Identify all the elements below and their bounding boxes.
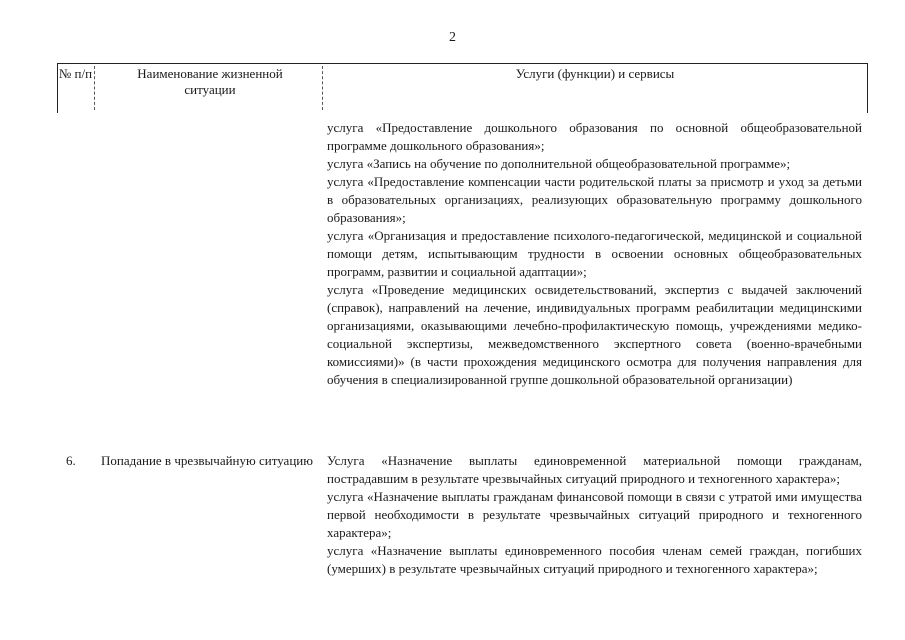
- service-item: услуга «Предоставление компенсации части родительской платы за присмотр и уход за детьми в образовательных организациях, реализующих образовательную программу дошкольного образования»;: [327, 174, 862, 225]
- service-item: услуга «Запись на обучение по дополнительной общеобразовательной программе»;: [327, 156, 791, 171]
- header-col-number: № п/п: [58, 66, 93, 81]
- service-item: услуга «Организация и предоставление психолого-педагогической, медицинской и социальной помощи детям, испытывающим трудности в освоении основных общеобразовательных программ, развитии и социальной адаптации»;: [327, 228, 862, 279]
- row-services-list: [327, 452, 862, 578]
- service-item: услуга «Предоставление дошкольного образования по основной общеобразовательной программе дошкольного образования»;: [327, 120, 862, 153]
- header-col-situation: Наименование жизненной ситуации: [137, 66, 283, 97]
- page-number: 2: [449, 30, 456, 45]
- service-item: услуга «Проведение медицинских освидетельствований, экспертиз с выдачей заключений (справок), направлений на лечение, индивидуальных программ реабилитации медицинскими организациями, оказывающими лечебно-профилактическую помощь, учреждениями медико-социальной экспертизы, межведомственного экспертного совета (военно-врачебными комиссиями)» (в части прохождения медицинского осмотра для получения направления для обучения в специализированной группе дошкольной образовательной организации): [327, 282, 862, 387]
- continued-services-list: [327, 119, 862, 389]
- row-number: 6.: [66, 453, 76, 468]
- table-top-border: [57, 63, 868, 64]
- service-item: услуга «Назначение выплаты гражданам финансовой помощи в связи с утратой ими имущества первой необходимости в результате чрезвычайных ситуаций природного и техногенного характера»;: [327, 489, 862, 540]
- service-item: Услуга «Назначение выплаты единовременной материальной помощи гражданам, пострадавшим в результате чрезвычайных ситуаций природного и техногенного характера»;: [327, 453, 862, 486]
- header-col-services: Услуги (функции) и сервисы: [515, 66, 675, 81]
- column-divider: [94, 66, 95, 110]
- column-divider: [322, 66, 323, 110]
- table-right-border: [867, 63, 868, 113]
- service-item: услуга «Назначение выплаты единовременного пособия членам семей граждан, погибших (умерших) в результате чрезвычайных ситуаций природного и техногенного характера»;: [327, 543, 862, 576]
- life-situation-name: Попадание в чрезвычайную ситуацию: [101, 453, 313, 468]
